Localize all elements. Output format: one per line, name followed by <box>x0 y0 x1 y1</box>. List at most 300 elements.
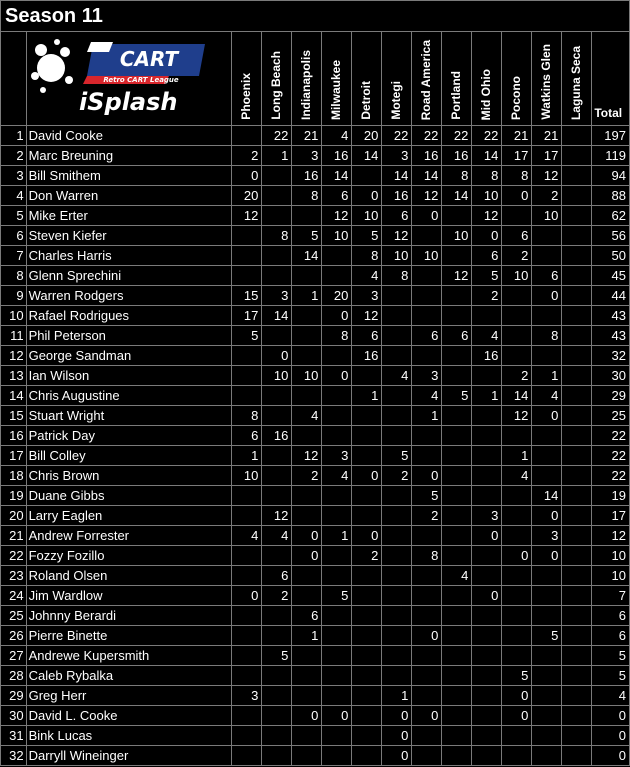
points-cell <box>352 606 382 626</box>
points-cell <box>442 446 472 466</box>
position-cell: 16 <box>1 426 27 446</box>
points-cell: 6 <box>532 266 562 286</box>
points-cell <box>382 526 412 546</box>
table-row <box>1 466 630 486</box>
points-cell <box>322 646 352 666</box>
points-cell <box>262 666 292 686</box>
points-cell <box>262 626 292 646</box>
table-row <box>1 626 630 646</box>
points-cell <box>562 566 592 586</box>
points-cell <box>472 686 502 706</box>
points-cell <box>562 346 592 366</box>
position-cell: 8 <box>1 266 27 286</box>
position-cell: 11 <box>1 326 27 346</box>
points-cell: 22 <box>442 126 472 146</box>
total-cell: 0 <box>592 746 630 766</box>
points-cell: 4 <box>472 326 502 346</box>
points-cell <box>262 606 292 626</box>
total-cell: 12 <box>592 526 630 546</box>
points-cell: 3 <box>232 686 262 706</box>
points-cell <box>562 666 592 686</box>
points-cell <box>562 146 592 166</box>
points-cell <box>472 426 502 446</box>
points-cell <box>352 586 382 606</box>
table-row <box>1 606 630 626</box>
table-row <box>1 706 630 726</box>
points-cell: 12 <box>292 446 322 466</box>
total-cell: 22 <box>592 426 630 446</box>
points-cell: 3 <box>352 286 382 306</box>
points-cell <box>562 306 592 326</box>
driver-name-cell: Mike Erter <box>26 206 232 226</box>
race-header-label: Milwaukee <box>329 59 344 120</box>
points-cell: 3 <box>532 526 562 546</box>
points-cell: 12 <box>532 166 562 186</box>
points-cell <box>262 246 292 266</box>
points-cell <box>382 406 412 426</box>
points-cell <box>292 206 322 226</box>
points-cell: 8 <box>472 166 502 186</box>
race-header <box>532 32 562 126</box>
points-cell: 4 <box>292 406 322 426</box>
driver-name-cell: Ian Wilson <box>26 366 232 386</box>
total-cell: 119 <box>592 146 630 166</box>
points-cell <box>562 606 592 626</box>
points-cell <box>532 566 562 586</box>
points-cell: 12 <box>382 226 412 246</box>
points-cell: 12 <box>262 506 292 526</box>
points-cell <box>232 626 262 646</box>
points-cell <box>322 486 352 506</box>
table-row <box>1 446 630 466</box>
points-cell: 0 <box>352 466 382 486</box>
driver-name-cell: Charles Harris <box>26 246 232 266</box>
points-cell: 10 <box>502 266 532 286</box>
points-cell <box>562 266 592 286</box>
points-cell: 2 <box>532 186 562 206</box>
driver-name-cell: Steven Kiefer <box>26 226 232 246</box>
points-cell: 5 <box>412 486 442 506</box>
position-cell: 7 <box>1 246 27 266</box>
points-cell: 22 <box>262 126 292 146</box>
points-cell: 12 <box>442 266 472 286</box>
points-cell <box>322 606 352 626</box>
points-cell <box>472 466 502 486</box>
points-cell <box>382 626 412 646</box>
driver-name-cell: Don Warren <box>26 186 232 206</box>
points-cell: 8 <box>352 246 382 266</box>
points-cell <box>442 546 472 566</box>
total-cell: 50 <box>592 246 630 266</box>
driver-name-cell: Roland Olsen <box>26 566 232 586</box>
position-cell: 31 <box>1 726 27 746</box>
points-cell: 0 <box>322 306 352 326</box>
points-cell: 6 <box>502 226 532 246</box>
points-cell: 10 <box>442 226 472 246</box>
points-cell: 0 <box>382 726 412 746</box>
position-cell: 28 <box>1 666 27 686</box>
points-cell <box>232 606 262 626</box>
points-cell: 8 <box>532 326 562 346</box>
points-cell <box>262 466 292 486</box>
points-cell <box>472 546 502 566</box>
points-cell: 1 <box>472 386 502 406</box>
points-cell <box>562 166 592 186</box>
driver-rows <box>1 126 630 766</box>
points-cell <box>442 606 472 626</box>
driver-name-cell: David Cooke <box>26 126 232 146</box>
points-cell <box>442 726 472 746</box>
points-cell: 10 <box>382 246 412 266</box>
points-cell: 5 <box>292 226 322 246</box>
total-cell: 5 <box>592 666 630 686</box>
pos-header <box>1 32 27 126</box>
points-cell <box>232 726 262 746</box>
points-cell <box>232 386 262 406</box>
points-cell: 1 <box>322 526 352 546</box>
points-cell <box>562 246 592 266</box>
points-cell: 0 <box>382 746 412 766</box>
points-cell <box>442 486 472 506</box>
points-cell <box>532 446 562 466</box>
points-cell: 17 <box>502 146 532 166</box>
points-cell: 2 <box>412 506 442 526</box>
points-cell <box>472 646 502 666</box>
points-cell <box>232 666 262 686</box>
table-row <box>1 746 630 766</box>
race-header <box>262 32 292 126</box>
points-cell: 2 <box>382 466 412 486</box>
points-cell <box>562 366 592 386</box>
position-cell: 25 <box>1 606 27 626</box>
points-cell <box>412 606 442 626</box>
points-cell: 0 <box>502 186 532 206</box>
points-cell: 10 <box>412 246 442 266</box>
points-cell <box>292 266 322 286</box>
title-row <box>1 1 630 32</box>
points-cell <box>292 426 322 446</box>
points-cell <box>502 306 532 326</box>
points-cell <box>322 726 352 746</box>
points-cell: 5 <box>262 646 292 666</box>
points-cell <box>442 506 472 526</box>
points-cell <box>382 326 412 346</box>
race-header-label: Mid Ohio <box>479 68 494 120</box>
points-cell <box>562 646 592 666</box>
points-cell: 16 <box>352 346 382 366</box>
race-header-label: Portland <box>449 71 464 120</box>
points-cell: 17 <box>532 146 562 166</box>
points-cell <box>352 506 382 526</box>
points-cell: 14 <box>322 166 352 186</box>
points-cell <box>472 746 502 766</box>
points-cell <box>562 626 592 646</box>
points-cell: 5 <box>352 226 382 246</box>
points-cell <box>352 406 382 426</box>
points-cell <box>472 446 502 466</box>
driver-name-cell: Chris Brown <box>26 466 232 486</box>
points-cell: 6 <box>352 326 382 346</box>
points-cell: 16 <box>412 146 442 166</box>
points-cell <box>442 526 472 546</box>
driver-name-cell: Johnny Berardi <box>26 606 232 626</box>
points-cell <box>292 746 322 766</box>
total-cell: 56 <box>592 226 630 246</box>
points-cell <box>562 506 592 526</box>
points-cell <box>532 666 562 686</box>
points-cell <box>382 646 412 666</box>
points-cell: 10 <box>472 186 502 206</box>
table-row <box>1 226 630 246</box>
points-cell: 1 <box>232 446 262 466</box>
points-cell: 1 <box>412 406 442 426</box>
points-cell: 12 <box>412 186 442 206</box>
points-cell: 0 <box>532 546 562 566</box>
driver-name-cell: Andrew Forrester <box>26 526 232 546</box>
points-cell: 0 <box>472 526 502 546</box>
points-cell <box>562 746 592 766</box>
points-cell: 17 <box>232 306 262 326</box>
points-cell <box>232 126 262 146</box>
points-cell <box>382 426 412 446</box>
total-cell: 197 <box>592 126 630 146</box>
points-cell <box>292 346 322 366</box>
points-cell: 21 <box>502 126 532 146</box>
cart-badge <box>83 42 205 84</box>
position-cell: 20 <box>1 506 27 526</box>
points-cell: 2 <box>232 146 262 166</box>
points-cell <box>352 166 382 186</box>
points-cell <box>532 226 562 246</box>
total-cell: 22 <box>592 446 630 466</box>
points-cell <box>322 666 352 686</box>
points-cell <box>322 346 352 366</box>
points-cell <box>442 246 472 266</box>
points-cell <box>442 466 472 486</box>
points-cell <box>382 506 412 526</box>
driver-name-cell: Andrewe Kupersmith <box>26 646 232 666</box>
points-cell: 4 <box>502 466 532 486</box>
points-cell <box>532 426 562 446</box>
points-cell <box>532 306 562 326</box>
points-cell <box>292 586 322 606</box>
points-cell: 10 <box>232 466 262 486</box>
points-cell <box>262 206 292 226</box>
table-row <box>1 306 630 326</box>
points-cell <box>232 566 262 586</box>
isplash-logo <box>29 36 229 116</box>
points-cell <box>352 706 382 726</box>
position-cell: 27 <box>1 646 27 666</box>
points-cell <box>442 586 472 606</box>
points-cell <box>562 286 592 306</box>
total-cell: 25 <box>592 406 630 426</box>
position-cell: 24 <box>1 586 27 606</box>
points-cell <box>532 466 562 486</box>
points-cell: 1 <box>352 386 382 406</box>
points-cell: 16 <box>382 186 412 206</box>
points-cell: 8 <box>382 266 412 286</box>
points-cell <box>472 726 502 746</box>
points-cell: 12 <box>232 206 262 226</box>
points-cell: 4 <box>412 386 442 406</box>
points-cell: 0 <box>472 586 502 606</box>
race-header-label: Pocono <box>509 76 524 120</box>
table-row <box>1 586 630 606</box>
points-cell <box>412 726 442 746</box>
driver-name-cell: Bill Colley <box>26 446 232 466</box>
points-cell <box>292 566 322 586</box>
points-cell: 22 <box>382 126 412 146</box>
points-cell: 10 <box>262 366 292 386</box>
points-cell <box>442 666 472 686</box>
race-header-label: Indianapolis <box>299 49 314 120</box>
points-cell: 8 <box>502 166 532 186</box>
header-row <box>1 32 630 126</box>
points-cell: 16 <box>262 426 292 446</box>
points-cell <box>442 706 472 726</box>
points-cell <box>322 266 352 286</box>
points-cell: 0 <box>232 166 262 186</box>
points-cell <box>382 306 412 326</box>
points-cell <box>232 546 262 566</box>
points-cell <box>382 486 412 506</box>
points-cell <box>352 626 382 646</box>
driver-name-cell: Phil Peterson <box>26 326 232 346</box>
points-cell <box>262 546 292 566</box>
points-cell: 10 <box>532 206 562 226</box>
points-cell: 1 <box>292 626 322 646</box>
table-row <box>1 426 630 446</box>
points-cell <box>262 446 292 466</box>
points-cell: 4 <box>382 366 412 386</box>
position-cell: 10 <box>1 306 27 326</box>
race-header <box>562 32 592 126</box>
points-cell <box>502 426 532 446</box>
total-cell: 30 <box>592 366 630 386</box>
points-cell: 0 <box>412 706 442 726</box>
points-cell <box>502 526 532 546</box>
points-cell <box>232 226 262 246</box>
points-cell <box>412 586 442 606</box>
points-cell: 10 <box>322 226 352 246</box>
points-cell: 1 <box>262 146 292 166</box>
points-cell <box>562 726 592 746</box>
points-cell <box>442 746 472 766</box>
table-row <box>1 246 630 266</box>
points-cell <box>562 206 592 226</box>
points-cell <box>532 686 562 706</box>
points-cell <box>502 206 532 226</box>
points-cell: 4 <box>322 126 352 146</box>
position-cell: 30 <box>1 706 27 726</box>
points-cell <box>472 406 502 426</box>
points-cell: 2 <box>262 586 292 606</box>
points-cell <box>352 366 382 386</box>
points-cell <box>262 406 292 426</box>
points-cell <box>292 646 322 666</box>
points-cell <box>562 446 592 466</box>
points-cell: 8 <box>262 226 292 246</box>
race-header-label: Motegi <box>389 81 404 120</box>
points-cell <box>382 606 412 626</box>
points-cell <box>502 506 532 526</box>
driver-name-cell: George Sandman <box>26 346 232 366</box>
points-cell <box>442 206 472 226</box>
points-cell <box>532 346 562 366</box>
points-cell: 3 <box>262 286 292 306</box>
total-cell: 32 <box>592 346 630 366</box>
points-cell <box>382 286 412 306</box>
points-cell: 1 <box>292 286 322 306</box>
position-cell: 26 <box>1 626 27 646</box>
points-cell <box>232 706 262 726</box>
points-cell: 8 <box>412 546 442 566</box>
points-cell: 6 <box>232 426 262 446</box>
driver-name-cell: Darryll Wineinger <box>26 746 232 766</box>
driver-name-cell: Patrick Day <box>26 426 232 446</box>
points-cell <box>292 486 322 506</box>
points-cell <box>382 566 412 586</box>
points-cell <box>322 546 352 566</box>
table-row <box>1 206 630 226</box>
driver-name-cell: Caleb Rybalka <box>26 666 232 686</box>
total-cell: 22 <box>592 466 630 486</box>
points-cell <box>412 266 442 286</box>
points-cell <box>532 606 562 626</box>
points-cell <box>502 566 532 586</box>
position-cell: 22 <box>1 546 27 566</box>
points-cell: 14 <box>382 166 412 186</box>
points-cell: 16 <box>472 346 502 366</box>
points-cell: 0 <box>322 706 352 726</box>
points-cell <box>352 446 382 466</box>
points-cell <box>232 366 262 386</box>
points-cell <box>562 186 592 206</box>
table-row <box>1 186 630 206</box>
points-cell <box>412 306 442 326</box>
position-cell: 6 <box>1 226 27 246</box>
position-cell: 32 <box>1 746 27 766</box>
points-cell: 1 <box>502 446 532 466</box>
points-cell <box>232 266 262 286</box>
points-cell <box>562 326 592 346</box>
points-cell <box>562 406 592 426</box>
points-cell <box>352 666 382 686</box>
driver-name-cell: Warren Rodgers <box>26 286 232 306</box>
points-cell: 20 <box>322 286 352 306</box>
points-cell <box>562 386 592 406</box>
points-cell <box>232 506 262 526</box>
points-cell: 0 <box>532 286 562 306</box>
race-header <box>352 32 382 126</box>
race-header <box>412 32 442 126</box>
position-cell: 17 <box>1 446 27 466</box>
points-cell <box>262 386 292 406</box>
points-cell <box>532 246 562 266</box>
table-row <box>1 686 630 706</box>
position-cell: 19 <box>1 486 27 506</box>
points-cell <box>472 366 502 386</box>
points-cell: 0 <box>532 506 562 526</box>
table-row <box>1 126 630 146</box>
points-cell <box>292 686 322 706</box>
race-header-label: Road America <box>419 39 434 120</box>
points-cell <box>442 426 472 446</box>
points-cell <box>442 646 472 666</box>
points-cell: 2 <box>502 366 532 386</box>
points-cell <box>502 746 532 766</box>
